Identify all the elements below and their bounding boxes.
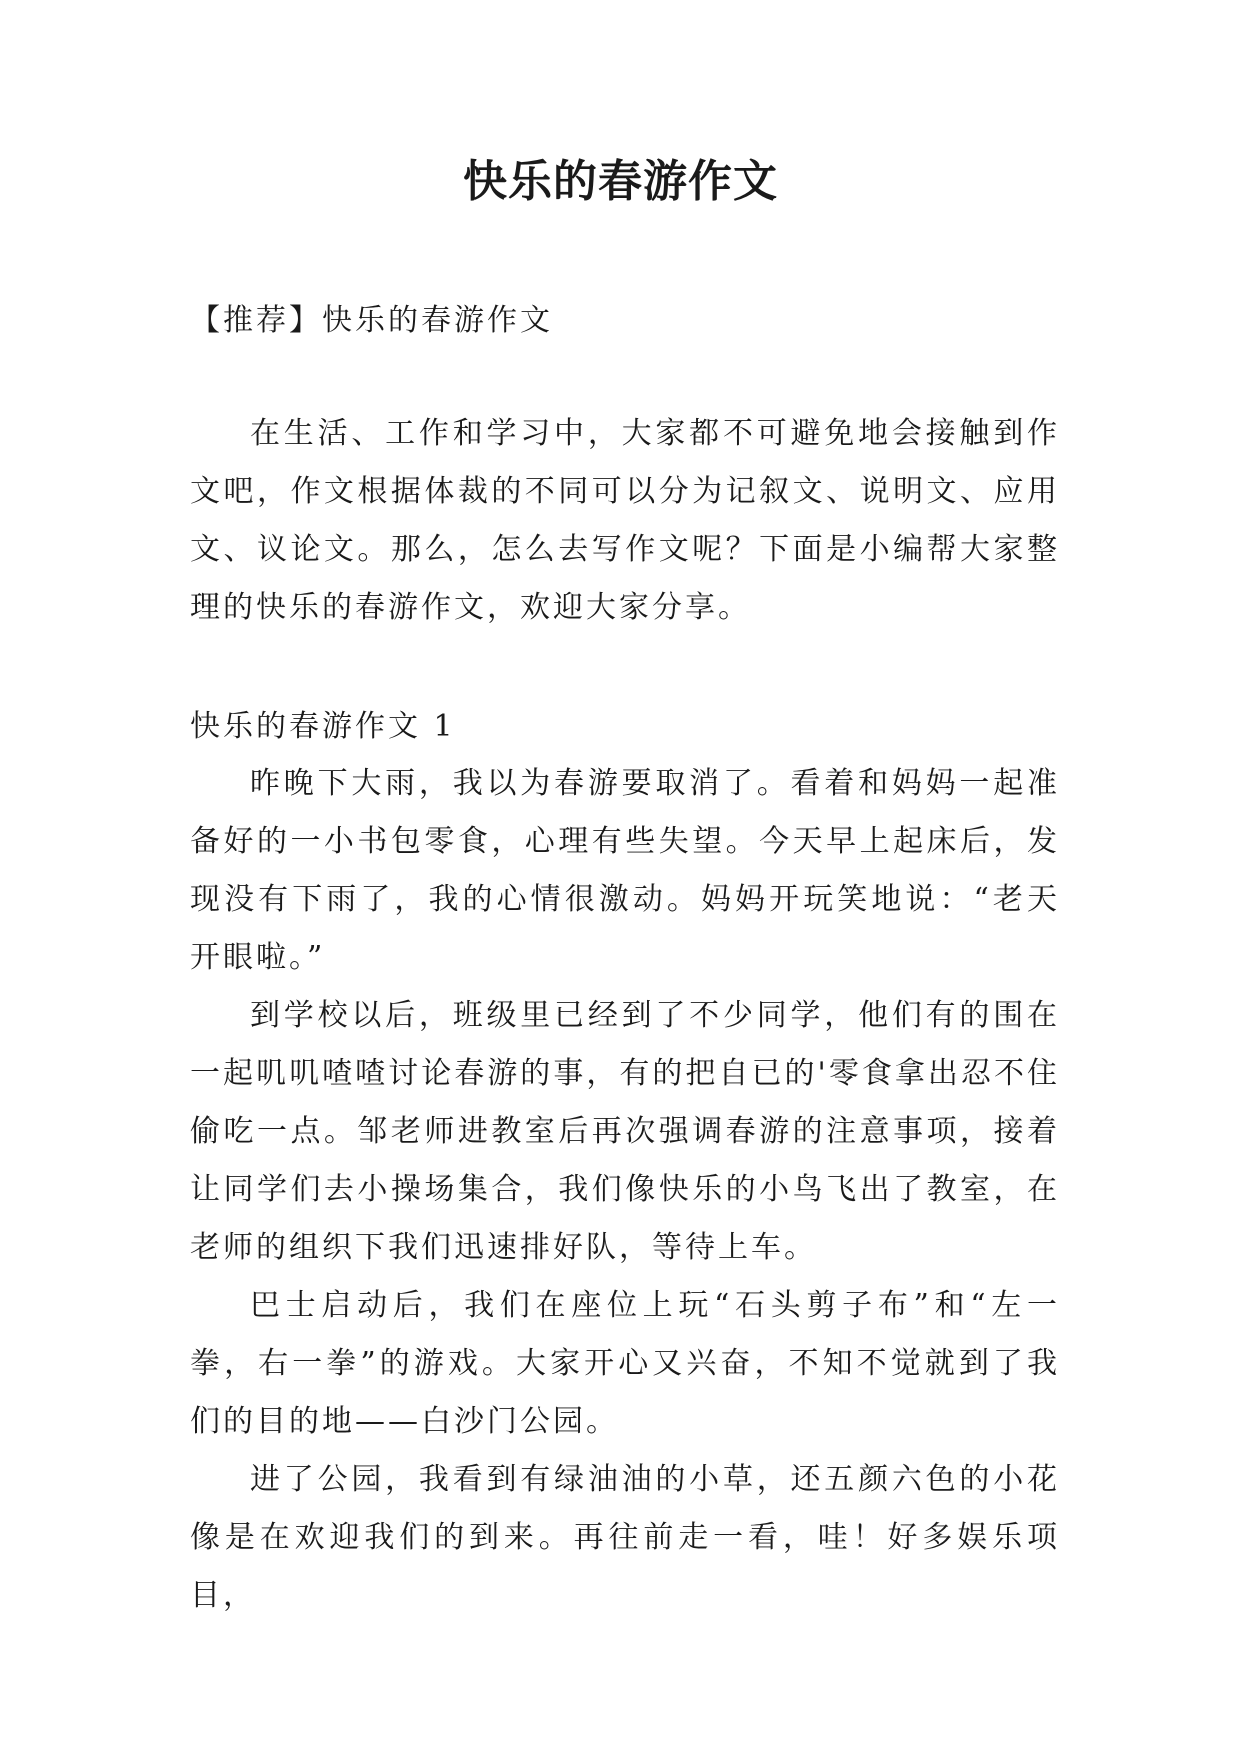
essay-paragraph: 昨晚下大雨，我以为春游要取消了。看着和妈妈一起准备好的一小书包零食，心理有些失望。今天早上起床后，发现没有下雨了，我的心情很激动。妈妈开玩笑地说：“老天开眼啦。” — [190, 766, 1060, 975]
intro-text: 在生活、工作和学习中，大家都不可避免地会接触到作文吧，作文根据体裁的不同可以分为记叙文、说明文、应用文、议论文。那么，怎么去写作文呢？下面是小编帮大家整理的快乐的春游作文，欢迎大家分享。 — [190, 416, 1060, 625]
intro-paragraph — [190, 405, 1060, 637]
essay-body — [190, 755, 1060, 1625]
essay-subtitle: 快乐的春游作文 1 — [190, 709, 456, 744]
essay-paragraph: 到学校以后，班级里已经到了不少同学，他们有的围在一起叽叽喳喳讨论春游的事，有的把自已的'零食拿出忍不住偷吃一点。邹老师进教室后再次强调春游的注意事项，接着让同学们去小操场集合，我们像快乐的小鸟飞出了教室，在老师的组织下我们迅速排好队，等待上车。 — [190, 998, 1060, 1265]
essay-paragraph: 巴士启动后，我们在座位上玩“石头剪子布”和“左一拳，右一拳”的游戏。大家开心又兴奋，不知不觉就到了我们的目的地——白沙门公园。 — [190, 1288, 1060, 1439]
document-title: 快乐的春游作文 — [463, 156, 778, 207]
essay-paragraph: 进了公园，我看到有绿油油的小草，还五颜六色的小花像是在欢迎我们的到来。再往前走一看，哇！好多娱乐项目， — [190, 1462, 1060, 1613]
recommend-line: 【推荐】快乐的春游作文 — [190, 303, 553, 338]
